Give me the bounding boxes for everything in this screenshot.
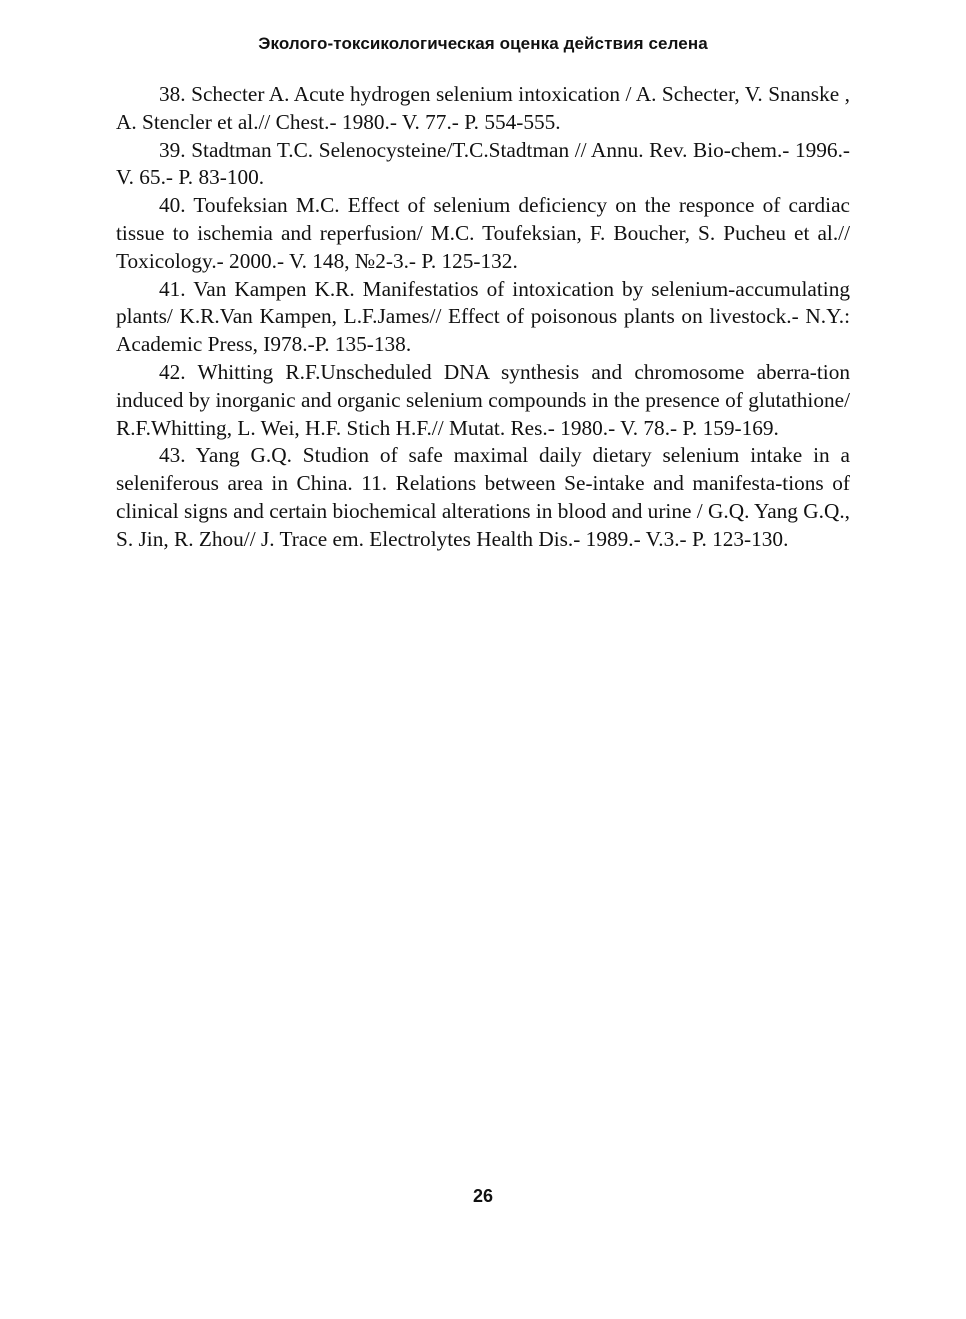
reference-list [116,81,850,554]
reference-item-39: 39. Stadtman T.C. Selenocysteine/T.C.Stadtman // Annu. Rev. Bio-chem.- 1996.- V. 65.- P. 83-100. [116,137,850,190]
reference-item-43: 43. Yang G.Q. Studion of safe maximal daily dietary selenium intake in a seleniferous area in China. 11. Relations between Se-intake and manifesta-tions of clinical signs and certain biochemical alterations in blood and urine / G.Q. Yang G.Q., S. Jin, R. Zhou// J. Trace em. Electrolytes Health Dis.- 1989.- V.3.- P. 123-130. [116,443,850,551]
page-number: 26 [472,1186,494,1206]
reference-item-40: 40. Toufeksian M.C. Effect of selenium deficiency on the responce of cardiac tissue to ischemia and reperfusion/ M.C. Toufeksian, F. Boucher, S. Pucheu et al.// Toxicology.- 2000.- V. 148, №2-3.- P. 125-132. [116,193,850,273]
reference-item-41: 41. Van Kampen K.R. Manifestatios of intoxication by selenium-accumulating plants/ K.R.Van Kampen, L.F.James// Effect of poisonous plants on livestock.- N.Y.: Academic Press, I978.-P. 135-138. [116,276,850,357]
running-header: Эколого-токсикологическая оценка действия селена [258,34,708,53]
reference-item-38: 38. Schecter A. Acute hydrogen selenium intoxication / A. Schecter, V. Snanske , A. Stencler et al.// Chest.- 1980.- V. 77.- P. 554-555. [116,82,850,134]
reference-item-42: 42. Whitting R.F.Unscheduled DNA synthesis and chromosome aberra-tion induced by inorganic and organic selenium compounds in the presence of glutathione/ R.F.Whitting, L. Wei, H.F. Stich H.F.// Mutat. Res.- 1980.- V. 78.- P. 159-169. [116,359,850,440]
